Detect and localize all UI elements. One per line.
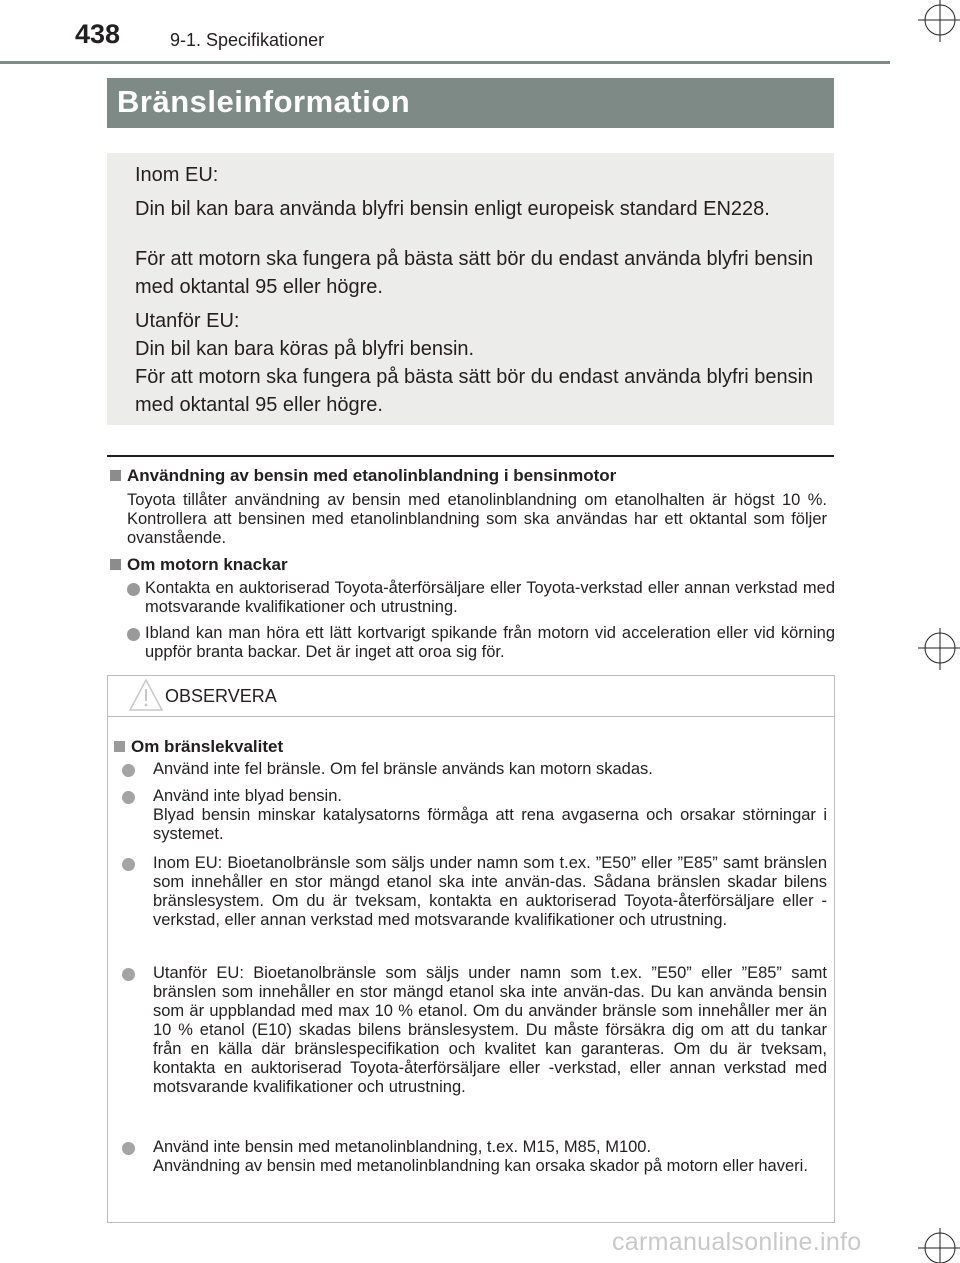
warning-box: [107, 675, 835, 1223]
warning-triangle-icon: [128, 678, 164, 712]
square-bullet-icon: [114, 741, 125, 752]
registration-mark-icon: [918, 0, 960, 42]
registration-mark-icon: [918, 1228, 960, 1263]
non-eu-text-2: För att motorn ska fungera på bästa sätt bör du endast använda blyfri bensin med oktantal 95 eller högre.: [135, 366, 814, 416]
list-item: Utanför EU: Bioetanolbränsle som säljs under namn som t.ex. ”E50” eller ”E85” samt bränslen som innehåller en stor mängd etanol ska inte använ-das. Du kan använda bensin som är uppblandad med max 10 % etanol. Om du använder bränsle som innehåller mer än 10 % etanol (E10) skadas bilens bränslesystem. Du måste försäkra dig om att du tankar från en källa där bränslespecifikation och kvalitet kan garanteras. Om du är tveksam, kontakta en auktoriserad Toyota-återförsäljare eller -verkstad, eller annan verkstad med motsvarande kvalifikationer och utrustning.: [153, 964, 827, 1096]
non-eu-label: Utanför EU:: [135, 310, 240, 332]
section-heading: [110, 555, 288, 575]
page-number: 438: [75, 19, 121, 49]
list-item: Använd inte bensin med metanolinblandning, t.ex. M15, M85, M100.: [153, 1138, 652, 1156]
list-item: Använd inte blyad bensin.: [153, 787, 342, 805]
non-eu-text-1: Din bil kan bara köras på blyfri bensin.: [135, 338, 475, 360]
page-title: Bränsleinformation: [117, 84, 411, 119]
section-heading-text: Om motorn knackar: [127, 555, 288, 574]
watermark: carmanualsonline.info: [612, 1228, 862, 1256]
title-bar: [107, 78, 834, 128]
list-item: Kontakta en auktoriserad Toyota-återförsäljare eller Toyota-verkstad eller annan verkstad med motsvarande kvalifikationer och utrustning.: [145, 579, 835, 616]
registration-mark-icon: [918, 628, 960, 670]
round-bullet-icon: [127, 583, 140, 596]
warning-heading: [114, 737, 283, 757]
eu-label: Inom EU:: [135, 164, 219, 186]
square-bullet-icon: [110, 559, 121, 570]
eu-text-2: För att motorn ska fungera på bästa sätt bör du endast använda blyfri bensin med oktantal 95 eller högre.: [135, 248, 814, 298]
list-item: Ibland kan man höra ett lätt kortvarigt spikande från motorn vid acceleration eller vid körning uppför branta backar. Det är inget att oroa sig för.: [145, 624, 835, 661]
section-divider: [107, 455, 834, 457]
list-item: Använd inte fel bränsle. Om fel bränsle används kan motorn skadas.: [153, 760, 653, 778]
warning-title: OBSERVERA: [165, 686, 277, 706]
warning-header-divider: [108, 716, 834, 717]
round-bullet-icon: [122, 858, 135, 871]
section-text: Toyota tillåter användning av bensin med etanolinblandning om etanolhalten är högst 10 %. Kontrollera att bensinen med etanolinblandning som ska användas har ett oktantal som följer ovanstående.: [127, 491, 827, 547]
round-bullet-icon: [122, 791, 135, 804]
square-bullet-icon: [110, 470, 121, 481]
section-heading-text: Användning av bensin med etanolinblandning i bensinmotor: [127, 466, 617, 485]
round-bullet-icon: [122, 968, 135, 981]
list-item-continuation: Användning av bensin med metanolinblandning kan orsaka skador på motorn eller haveri.: [153, 1157, 808, 1175]
section-label: 9-1. Specifikationer: [170, 30, 325, 50]
round-bullet-icon: [122, 764, 135, 777]
fuel-info-box: [107, 153, 834, 425]
header-rule: [0, 61, 890, 64]
eu-text-1: Din bil kan bara använda blyfri bensin enligt europeisk standard EN228.: [135, 198, 770, 220]
list-item-continuation: Blyad bensin minskar katalysatorns förmåga att rena avgaserna och orsakar störningar i systemet.: [153, 806, 827, 843]
warning-heading-text: Om bränslekvalitet: [131, 737, 284, 756]
section-heading: [110, 466, 616, 486]
round-bullet-icon: [122, 1142, 135, 1155]
list-item: Inom EU: Bioetanolbränsle som säljs under namn som t.ex. ”E50” eller ”E85” samt bränslen som innehåller en stor mängd etanol ska inte använ-das. Sådana bränslen skadar bilens bränslesystem. Om du är tveksam, kontakta en auktoriserad Toyota-återförsäljare eller -verkstad, eller annan verkstad med motsvarande kvalifikationer och utrustning.: [153, 854, 827, 929]
round-bullet-icon: [127, 628, 140, 641]
